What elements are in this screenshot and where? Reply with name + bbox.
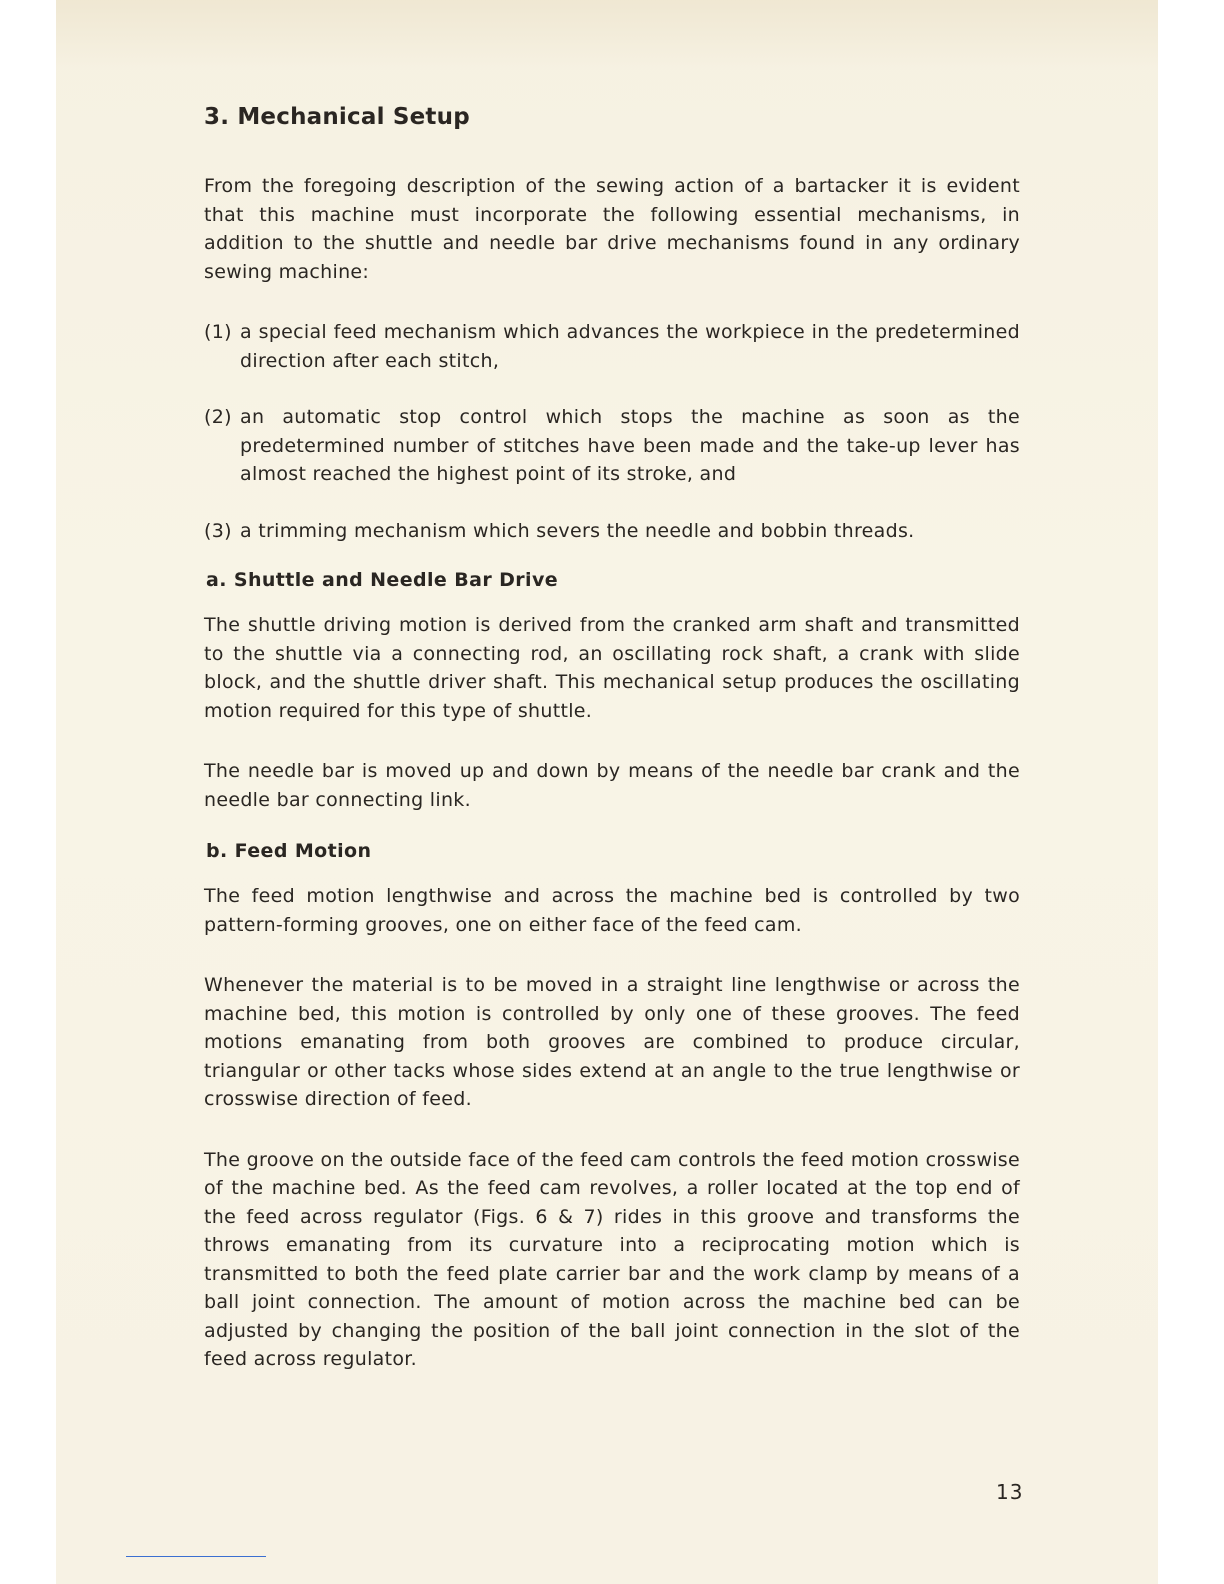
list-item-number: (2) <box>204 406 232 428</box>
feed-motion-paragraph-2: Whenever the material is to be moved in a straight line lengthwise or across the machine bed, this motion is controlled by only one of these grooves. The feed motions emanating from both grooves are combined to produce circular, triangular or other tacks whose sides extend at an angle to the true lengthwise or crosswise direction of feed. <box>204 974 1020 1110</box>
list-item-text: an automatic stop control which stops the machine as soon as the predetermined number of stitches have been made and the take-up lever has almost reached the highest point of its stroke, and <box>240 406 1020 485</box>
intro-paragraph: From the foregoing description of the sewing action of a bartacker it is evident that this machine must incorporate the following essential mechanisms, in addition to the shuttle and needle bar drive mechanisms found in any ordinary sewing machine: <box>204 175 1020 283</box>
list-item <box>204 517 1020 546</box>
needle-bar-paragraph: The needle bar is moved up and down by means of the needle bar crank and the needle bar connecting link. <box>204 760 1020 811</box>
section-heading: 3. Mechanical Setup <box>204 104 470 130</box>
subsection-heading-b: b. Feed Motion <box>206 840 372 862</box>
page-number: 13 <box>996 1480 1024 1504</box>
feed-motion-paragraph-1: The feed motion lengthwise and across the machine bed is controlled by two pattern-forming grooves, one on either face of the feed cam. <box>204 885 1020 936</box>
list-item-number: (3) <box>204 519 232 542</box>
shuttle-drive-paragraph: The shuttle driving motion is derived from the cranked arm shaft and transmitted to the shuttle via a connecting rod, an oscillating rock shaft, a crank with slide block, and the shuttle driver shaft. This mechanical setup produces the oscillating motion required for this type of shuttle. <box>204 614 1020 722</box>
list-item-text: a special feed mechanism which advances the workpiece in the predetermined direction after each stitch, <box>240 321 1020 372</box>
list-item <box>204 318 1020 375</box>
list-item <box>204 403 1020 489</box>
list-item-number: (1) <box>204 321 232 343</box>
subsection-heading-a: a. Shuttle and Needle Bar Drive <box>206 569 559 591</box>
feed-motion-paragraph-3: The groove on the outside face of the feed cam controls the feed motion crosswise of the machine bed. As the feed cam revolves, a roller located at the top end of the feed across regulator (Figs. 6 & 7) rides in this groove and transforms the throws emanating from its curvature into a reciprocating motion which is transmitted to both the feed plate carrier bar and the work clamp by means of a ball joint connection. The amount of motion across the machine bed can be adjusted by changing the position of the ball joint connection in the slot of the feed across regulator. <box>204 1148 1020 1370</box>
list-item-text: a trimming mechanism which severs the needle and bobbin threads. <box>240 519 915 542</box>
page-content <box>204 104 1020 1406</box>
footer-rule <box>126 1556 266 1557</box>
